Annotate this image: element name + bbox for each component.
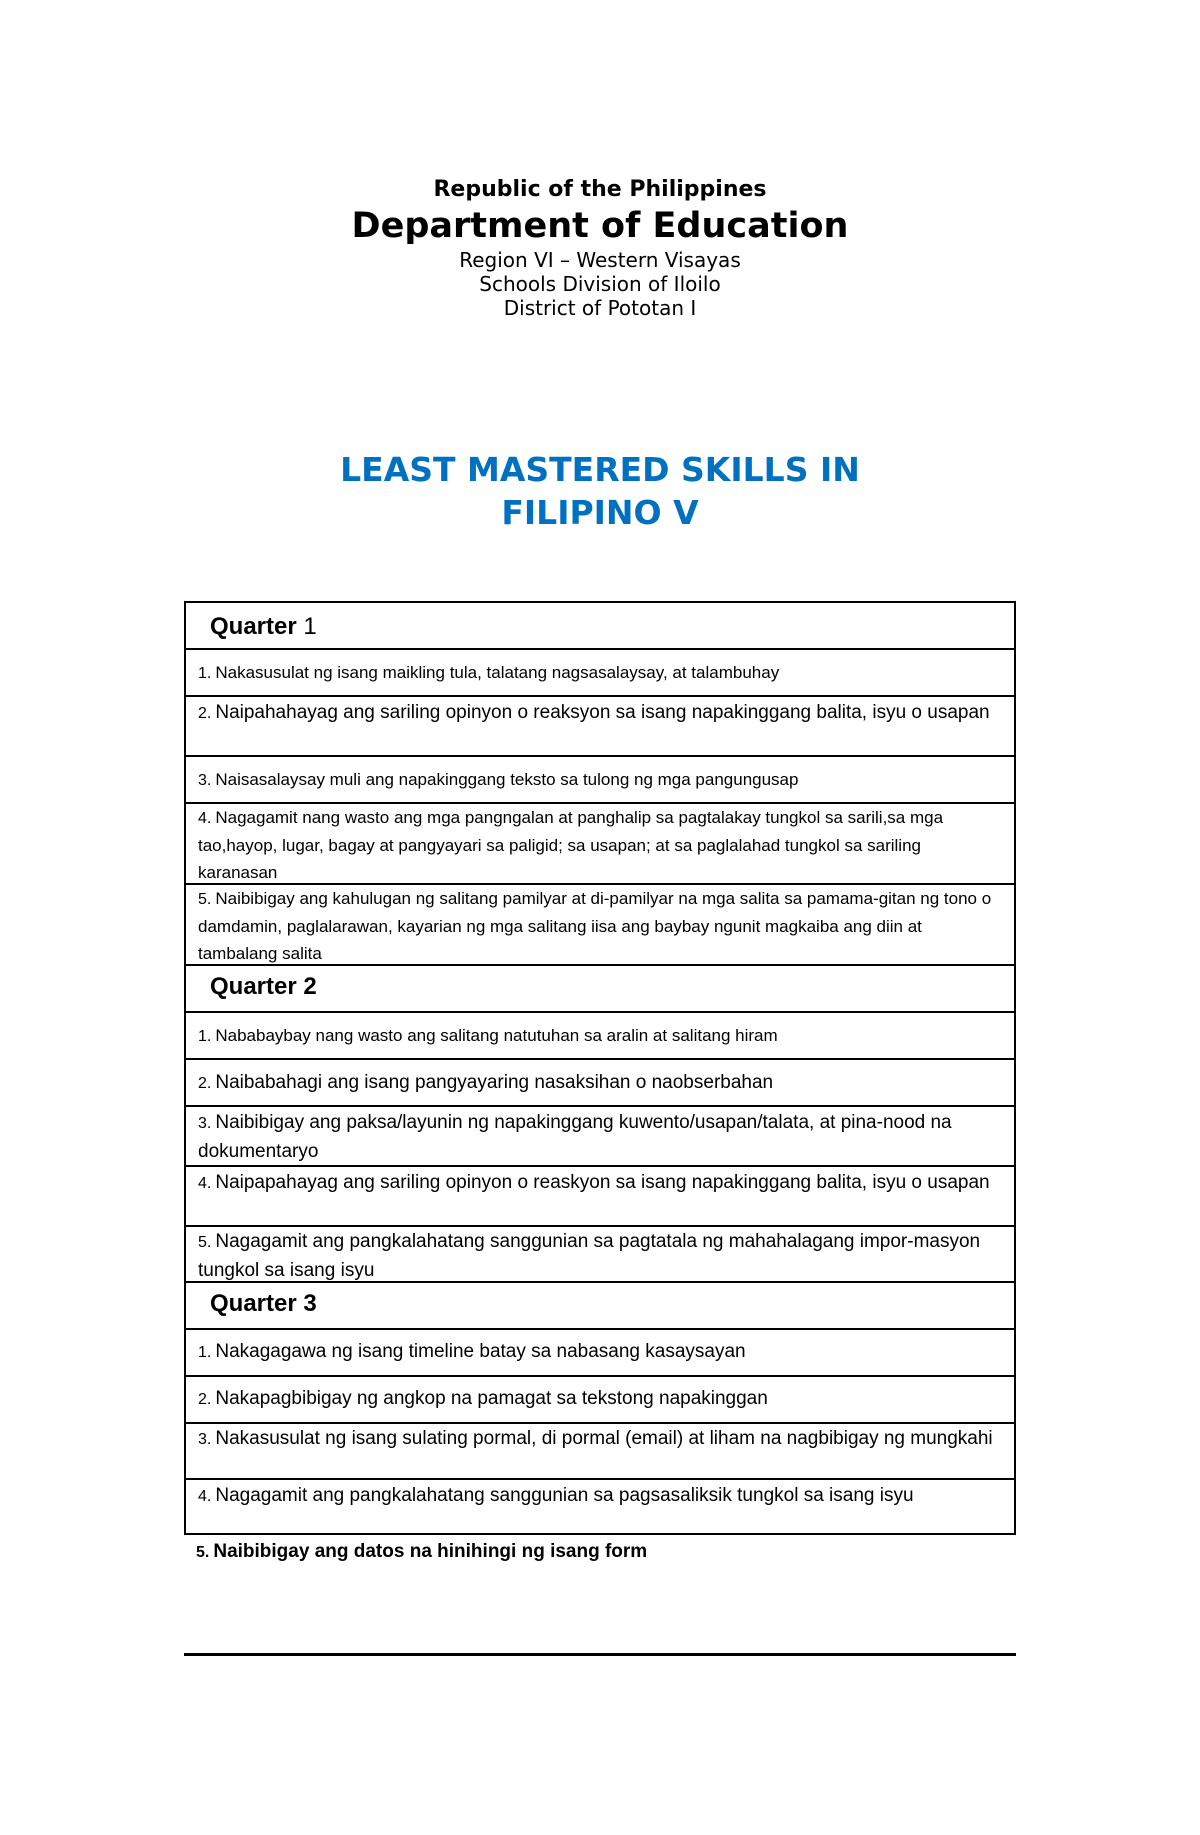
document-title [0, 448, 1200, 534]
quarter-3-header [186, 1283, 1014, 1330]
item-number: 5. [198, 1234, 212, 1251]
item-number: 3. [198, 1115, 212, 1132]
item-number: 5. [198, 891, 212, 908]
table-row [186, 1330, 1014, 1377]
item-number: 1. [198, 1344, 212, 1361]
table-row [186, 650, 1014, 697]
quarter-label: Quarter [210, 973, 297, 1000]
item-text: Nagagamit nang wasto ang mga pangngalan at panghalip sa pagtalakay tungkol sa sarili,sa mga tao,hayop, lugar, bagay at pangyayari sa paligid; sa usapan; at sa paglalahad tungkol sa sariling karanasan [198, 808, 944, 882]
quarter-3-title [198, 1283, 1002, 1318]
title-line-1: LEAST MASTERED SKILLS IN [340, 450, 860, 489]
item-text: Naisasalaysay muli ang napakinggang teksto sa tulong ng mga pangungusap [215, 770, 799, 789]
table-row [186, 1480, 1014, 1533]
skill-item-outside-table [196, 1538, 647, 1567]
table-row [186, 804, 1014, 885]
item-number: 3. [198, 1431, 212, 1448]
item-text: Nababaybay nang wasto ang salitang natutuhan sa aralin at salitang hiram [215, 1026, 778, 1045]
item-text: Nakasusulat ng isang maikling tula, talatang nagsasalaysay, at talambuhay [215, 663, 780, 682]
skill-item [198, 697, 1002, 728]
skill-item [198, 1330, 1002, 1367]
republic-heading: Republic of the Philippines [433, 177, 767, 202]
item-text: Naibibigay ang datos na hinihingi ng isang form [213, 1541, 648, 1562]
district-line: District of Pototan I [503, 296, 697, 320]
item-text: Nakasusulat ng isang sulating pormal, di pormal (email) at liham na nagbibigay ng mungkahi [215, 1428, 993, 1449]
table-row [186, 885, 1014, 966]
document-header [0, 176, 1200, 320]
skill-item [198, 885, 1002, 967]
table-row [186, 1107, 1014, 1167]
table-row [186, 1377, 1014, 1424]
table-row [186, 1013, 1014, 1060]
quarter-1-title [198, 603, 1002, 641]
footer-divider [184, 1653, 1016, 1656]
item-number: 1. [198, 665, 212, 682]
item-text: Naipahahayag ang sariling opinyon o reaksyon sa isang napakinggang balita, isyu o usapan [215, 702, 990, 723]
item-text: Naibibigay ang kahulugan ng salitang pamilyar at di-pamilyar na mga salita sa pamama-gitan ng tono o damdamin, paglalarawan, kayarian ng mga salitang iisa ang baybay ngunit magkaiba ang diin at tambalang salita [198, 889, 992, 963]
quarter-label: Quarter [210, 613, 297, 640]
item-text: Naipapahayag ang sariling opinyon o reaskyon sa isang napakinggang balita, isyu o usapan [215, 1172, 990, 1193]
item-text: Nakagagawa ng isang timeline batay sa nabasang kasaysayan [215, 1341, 746, 1362]
quarter-number: 1 [303, 613, 317, 640]
skill-item [198, 1060, 1002, 1098]
item-number: 4. [198, 810, 212, 827]
skill-item [198, 1013, 1002, 1050]
item-text: Nagagamit ang pangkalahatang sanggunian sa pagsasaliksik tungkol sa isang isyu [215, 1485, 914, 1506]
item-number: 4. [198, 1488, 212, 1505]
table-row [186, 1424, 1014, 1480]
skill-item [198, 804, 1002, 886]
item-text: Nagagamit ang pangkalahatang sanggunian sa pagtatala ng mahahalagang impor-masyon tungkol sa isang isyu [198, 1231, 981, 1281]
title-line-2: FILIPINO V [501, 493, 699, 532]
quarter-number: 3 [303, 1290, 317, 1317]
skill-item [198, 1167, 1002, 1198]
item-number: 1. [198, 1028, 212, 1045]
table-row [186, 1167, 1014, 1227]
skill-item [198, 1107, 1002, 1166]
item-text: Nakapagbibigay ng angkop na pamagat sa tekstong napakinggan [215, 1388, 768, 1409]
department-heading: Department of Education [351, 206, 849, 246]
table-row [186, 1060, 1014, 1107]
quarter-2-header [186, 966, 1014, 1013]
skills-table [184, 601, 1016, 1535]
item-number: 2. [198, 705, 212, 722]
table-row [186, 1227, 1014, 1283]
quarter-number: 2 [303, 973, 317, 1000]
quarter-label: Quarter [210, 1290, 297, 1317]
skill-item [198, 650, 1002, 687]
skill-item [198, 1377, 1002, 1414]
item-number: 3. [198, 772, 212, 789]
item-number: 4. [198, 1175, 212, 1192]
skill-item [198, 757, 1002, 794]
region-line: Region VI – Western Visayas [459, 248, 741, 272]
quarter-1-header [186, 603, 1014, 650]
item-text: Naibibigay ang paksa/layunin ng napakinggang kuwento/usapan/talata, at pina-nood na dokumentaryo [198, 1112, 952, 1162]
division-line: Schools Division of Iloilo [479, 272, 721, 296]
table-row [186, 757, 1014, 804]
item-number: 2. [198, 1075, 212, 1092]
item-text: Naibabahagi ang isang pangyayaring nasaksihan o naobserbahan [215, 1072, 774, 1093]
table-row [186, 697, 1014, 757]
item-number: 5. [196, 1544, 210, 1561]
quarter-2-title [198, 966, 1002, 1001]
skill-item [198, 1424, 1002, 1454]
skill-item [198, 1227, 1002, 1285]
item-number: 2. [198, 1391, 212, 1408]
skill-item [198, 1480, 1002, 1511]
